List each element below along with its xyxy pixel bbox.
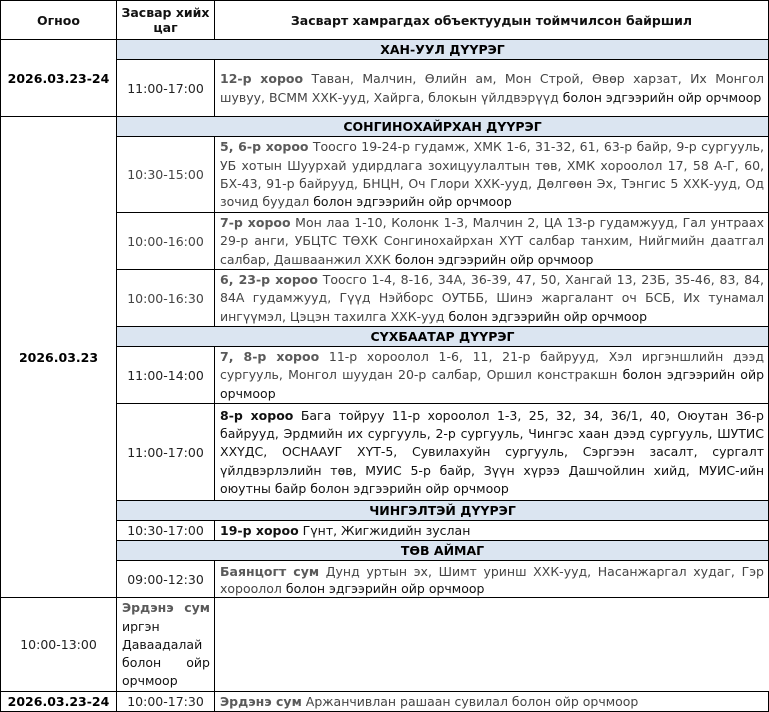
district-row [1, 40, 769, 60]
date-cell: 2026.03.23-24 [1, 691, 117, 711]
location-cell [215, 561, 769, 598]
location-text: Бага тойруу 11-р хороолол 1-3, 25, 32, 34, 36/1, 40, Оюутан 36-р байрууд, Эрдмийн их сургууль, 2-р сургууль, Чингэс хаан дээд сургууль, ШУТИС ХХҮДС, ОСНААУГ ХҮТ-5, Сувилахуйн сургууль, Сэргээн засалт, сургалт үйлдвэрлэлийн төв, МУИС 5-р байр, Зүүн хүрээ Дашчойлин хийд, МУИС-ийн оюутны байр [220, 407, 764, 496]
district-chingeltei: ЧИНГЭЛТЭЙ ДҮҮРЭГ [117, 501, 769, 521]
location-cell [215, 347, 769, 404]
table-row [1, 213, 769, 270]
time-cell: 09:00-12:30 [117, 561, 215, 598]
date-cell: 2026.03.23 [1, 117, 117, 598]
location-suffix: болон эдгээрийн ойр орчмоор [310, 480, 509, 496]
time-cell: 10:30-15:00 [117, 137, 215, 213]
location-suffix: болон эдгээрийн ойр орчмоор [220, 367, 764, 401]
header-row [1, 1, 769, 40]
khoroo-label: 5, 6-р хороо [220, 139, 309, 155]
district-row [1, 501, 769, 521]
location-cell [215, 404, 769, 501]
location-text: Мон лаа 1-10, Колонк 1-3, Малчин 2, ЦА 13-р гудамжууд, Гал унтраах 29-р анги, УБЦТС ТӨХК Сонгинохайрхан ХҮТ салбар танхим, Нийгмийн даатгал салбар, Дашваанжил ХХК [220, 215, 764, 267]
district-row [1, 327, 769, 347]
location-text: Гүнт, Жигжидийн зуслан [298, 523, 471, 538]
location-cell [215, 137, 769, 213]
location-suffix: болон ойр орчмоор [122, 655, 210, 689]
khoroo-label: Эрдэнэ сум [220, 693, 302, 709]
district-tuv: ТӨВ АЙМАГ [117, 541, 769, 561]
location-cell [215, 270, 769, 327]
time-cell: 10:00-13:00 [1, 598, 117, 691]
location-suffix: болон эдгээрийн ойр орчмоор [448, 308, 648, 324]
location-suffix: болон эдгээрийн ойр орчмоор [285, 580, 485, 596]
table-row [1, 598, 769, 691]
time-cell: 10:30-17:00 [117, 521, 215, 541]
location-text: иргэн Даваадалай [122, 618, 203, 652]
location-cell [215, 213, 769, 270]
location-text: Дунд уртын эх, Шимт уринш ХХК-ууд, Насанжаргал худаг, Гэр хороолол [220, 563, 764, 596]
location-cell [215, 60, 769, 117]
location-text: 11-р хороолол 1-6, 11, 21-р байрууд, Хэл иргэншлийн дээд сургууль, Монгол шуудан 20-р салбар, Оршил констракшн [220, 349, 764, 383]
time-cell: 11:00-17:00 [117, 60, 215, 117]
khoroo-label: Баянцогт сум [220, 563, 320, 579]
time-cell: 10:00-16:00 [117, 213, 215, 270]
khoroo-label: Эрдэнэ сум [122, 600, 210, 616]
location-text: Тоосго 19-24-р гудамж, ХМК 1-6, 31-32, 61, 63-р байр, 9-р сургууль, УБ хотын Шуурхай удирдлага зохицуулалтын төв, ХМК хороолол 17, 58 А-Г, 60, БХ-43, 91-р байрууд, БНЦН, Оч Глори ХХК-ууд, Дөлгөөн Эх, Тэнгис 5 ХХК-ууд, Од зочид буудал [220, 139, 764, 210]
location-suffix: болон эдгээрийн ойр орчмоор [562, 89, 762, 105]
time-cell: 10:00-17:30 [117, 691, 215, 711]
district-khan-uul: ХАН-УУЛ ДҮҮРЭГ [117, 40, 769, 60]
time-cell: 11:00-14:00 [117, 347, 215, 404]
khoroo-label: 12-р хороо [220, 71, 304, 87]
location-cell [117, 598, 215, 691]
khoroo-label: 7, 8-р хороо [220, 349, 320, 365]
location-cell [215, 521, 769, 541]
header-date: Огноо [1, 1, 117, 40]
table-row [1, 347, 769, 404]
district-row [1, 541, 769, 561]
table-row [1, 270, 769, 327]
location-text: Тоосго 1-4, 8-16, 34А, 36-39, 47, 50, Хангай 13, 23Б, 35-46, 83, 84, 84А гудамжууд, Гүүд Нэйборс ОУТББ, Шинэ жаргалант оч БСБ, Их тунамал ингүүмэл, Цэцэн тахилга ХХК-ууд [220, 272, 764, 324]
date-cell: 2026.03.23-24 [1, 40, 117, 117]
khoroo-label: 7-р хороо [220, 215, 291, 231]
location-text: Таван, Малчин, Өлийн ам, Мон Строй, Өвөр харзат, Их Монгол шувуу, ВСММ ХХК-ууд, Хайрга, блокын үйлдвэрүүд [220, 71, 765, 105]
khoroo-label: 19-р хороо [220, 523, 299, 538]
location-cell [215, 691, 769, 711]
location-suffix: болон эдгээрийн ойр орчмоор [313, 194, 512, 210]
table-row [1, 60, 769, 117]
location-text: Аржанчивлан рашаан сувилал [301, 693, 512, 709]
district-row [1, 117, 769, 137]
header-time: Засвар хийх цаг [117, 1, 215, 40]
time-cell: 10:00-16:30 [117, 270, 215, 327]
khoroo-label: 6, 23-р хороо [220, 272, 318, 288]
time-cell: 11:00-17:00 [117, 404, 215, 501]
table-row [1, 404, 769, 501]
district-sukhbaatar: СҮХБААТАР ДҮҮРЭГ [117, 327, 769, 347]
location-suffix: болон эдгээрийн ойр орчмоор [394, 251, 594, 267]
header-location: Засварт хамрагдах объектуудын тоймчилсон байршил [215, 1, 769, 40]
table-row [1, 561, 769, 598]
location-suffix: болон ойр орчмоор [511, 693, 639, 709]
table-row [1, 691, 769, 711]
khoroo-label: 8-р хороо [220, 407, 294, 423]
district-songino: СОНГИНОХАЙРХАН ДҮҮРЭГ [117, 117, 769, 137]
table-row [1, 137, 769, 213]
table-row [1, 521, 769, 541]
